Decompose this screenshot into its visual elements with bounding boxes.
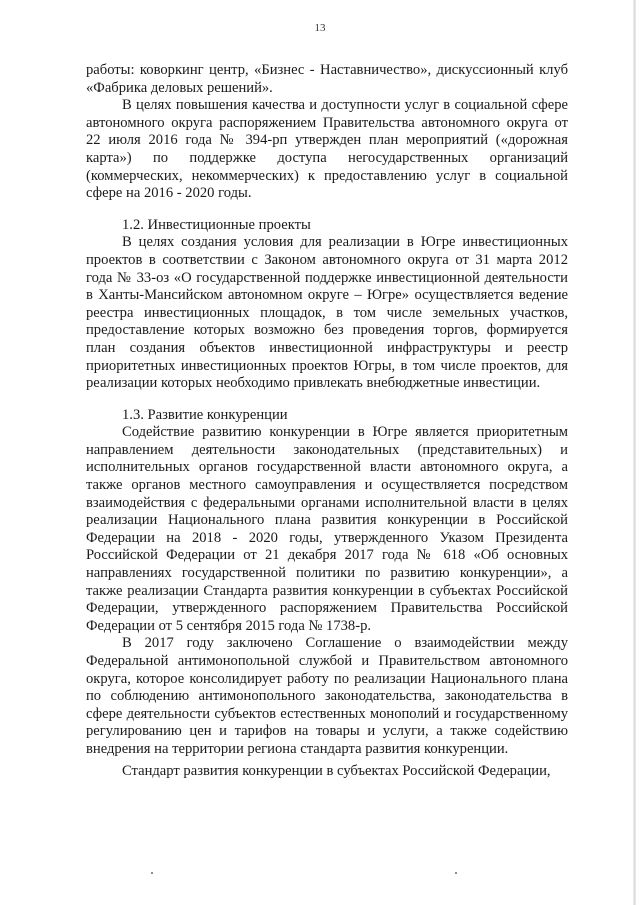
- page-number: 13: [314, 22, 326, 34]
- section-heading-competition: 1.3. Развитие конкуренции: [122, 406, 288, 423]
- document-body: [86, 62, 568, 780]
- paragraph-agreement: В 2017 году заключено Соглашение о взаимодействии между Федеральной антимонопольной службой и Правительством автономного округа, которое консолидирует работу по реализации Национального плана по соблюдению антимонопольного законодательства, законодательства в сфере деятельности субъектов естественных монополий и государственному регулированию цен и тарифов на товары и услуги, а также содействию внедрения на территории региона стандарта развития конкуренции.: [86, 635, 568, 757]
- scan-speck: [455, 872, 457, 874]
- paragraph-social-services: В целях повышения качества и доступности услуг в социальной сфере автономного округа распоряжением Правительства автономного округа от 22 июля 2016 года № 394-рп утвержден план мероприятий («дорожная карта») по поддержке доступа негосударственных организаций (коммерческих, некоммерческих) к предоставлению услуг в социальной сфере на 2016 - 2020 годы.: [86, 97, 568, 202]
- paragraph-investment: В целях создания условия для реализации в Югре инвестиционных проектов в соответствии с Законом автономного округа от 31 марта 2012 года № 33-оз «О государственной поддержке инвестиционной деятельности в Ханты-Мансийском автономном округе – Югре» осуществляется ведение реестра инвестиционных площадок, в том числе земельных участков, предоставление которых возможно без проведения торгов, формируется план создания объектов инвестиционной инфраструктуры и реестр приоритетных инвестиционных проектов Югры, в том числе проектов, для реализации которых необходимо привлекать внебюджетные инвестиции.: [86, 234, 568, 392]
- paragraph-continuation: работы: коворкинг центр, «Бизнес - Наставничество», дискуссионный клуб «Фабрика деловых решений».: [86, 62, 568, 96]
- paragraph-competition: Содействие развитию конкуренции в Югре является приоритетным направлением деятельности законодательных (представительных) и исполнительных органов государственной власти автономного округа, а также органов местного самоуправления и осуществляется посредством взаимодействия с федеральными органами исполнительной власти в целях реализации Национального плана развития конкуренции в Российской Федерации на 2018 - 2020 годы, утвержденного Указом Президента Российской Федерации от 21 декабря 2017 года № 618 «Об основных направлениях государственной политики по развитию конкуренции», а также реализации Стандарта развития конкуренции в субъектах Российской Федерации, утвержденного распоряжением Правительства Российской Федерации от 5 сентября 2015 года № 1738-р.: [86, 424, 568, 634]
- section-heading-investment: 1.2. Инвестиционные проекты: [122, 216, 311, 233]
- page-edge: [633, 0, 636, 905]
- paragraph-standard: Стандарт развития конкуренции в субъектах Российской Федерации,: [122, 762, 551, 779]
- scan-speck: [151, 872, 153, 874]
